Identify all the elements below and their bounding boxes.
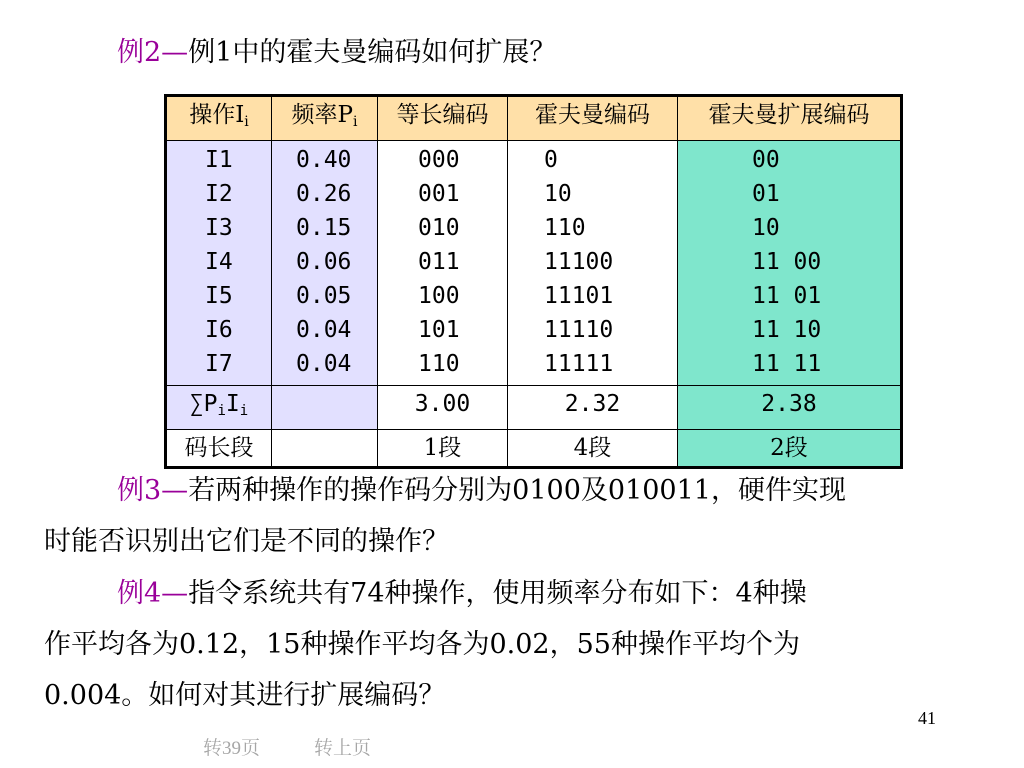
sum-fixed-cell: 3.00 xyxy=(378,386,508,430)
header-huffman-code: 霍夫曼编码 xyxy=(508,96,678,141)
sum-label-cell: $\sum P_iI_i$ xyxy=(166,386,272,430)
example-4-label: 例4— xyxy=(117,578,189,609)
previous-page-link[interactable]: 转上页 xyxy=(314,738,372,759)
example-4-line-2: 作平均各为0.12，15种操作平均各为0.02，55种操作平均个为 xyxy=(44,629,800,660)
example-2-question: 例1中的霍夫曼编码如何扩展？ xyxy=(188,37,557,68)
example-3-label: 例3— xyxy=(117,475,189,506)
table-header-row xyxy=(166,96,902,141)
example-4-line-3: 0.004。如何对其进行扩展编码？ xyxy=(44,680,446,711)
table-data-row xyxy=(166,141,902,386)
sum-huffman-cell: 2.32 xyxy=(508,386,678,430)
frequencies-cell: 0.40 0.26 0.15 0.06 0.05 0.04 0.04 xyxy=(272,141,378,386)
header-fixed-length-code: 等长编码 xyxy=(378,96,508,141)
example-3-line-2: 时能否识别出它们是不同的操作？ xyxy=(44,526,449,557)
example-2-label: 例2— xyxy=(117,37,189,68)
operations-cell: I1 I2 I3 I4 I5 I6 I7 xyxy=(166,141,272,386)
extended-codes-cell: 00 01 10 11 00 11 01 11 10 11 11 xyxy=(678,141,902,386)
segment-extended-cell: 2段 xyxy=(678,430,902,468)
header-extended-huffman-code: 霍夫曼扩展编码 xyxy=(678,96,902,141)
header-frequency: 频率$P_i$ xyxy=(272,96,378,141)
segment-fixed-cell: 1段 xyxy=(378,430,508,468)
example-3-line-1: 例3—若两种操作的操作码分别为0100及010011，硬件实现 xyxy=(117,475,846,506)
sum-empty-cell xyxy=(272,386,378,430)
sum-extended-cell: 2.38 xyxy=(678,386,902,430)
goto-page-39-link[interactable]: 转39页 xyxy=(203,738,261,759)
huffman-codes-cell: 0 10 110 11100 11101 11110 11111 xyxy=(508,141,678,386)
fixed-codes-cell: 000 001 010 011 100 101 110 xyxy=(378,141,508,386)
header-operation: 操作$I_i$ xyxy=(166,96,272,141)
page-number: 41 xyxy=(918,708,936,728)
slide-title xyxy=(117,36,556,70)
huffman-code-table xyxy=(164,94,903,469)
table-sum-row xyxy=(166,386,902,430)
segment-huffman-cell: 4段 xyxy=(508,430,678,468)
segment-label-cell: 码长段 xyxy=(166,430,272,468)
example-4-line-1: 例4—指令系统共有74种操作，使用频率分布如下：4种操 xyxy=(117,578,807,609)
segment-empty-cell xyxy=(272,430,378,468)
table-segment-row xyxy=(166,430,902,468)
